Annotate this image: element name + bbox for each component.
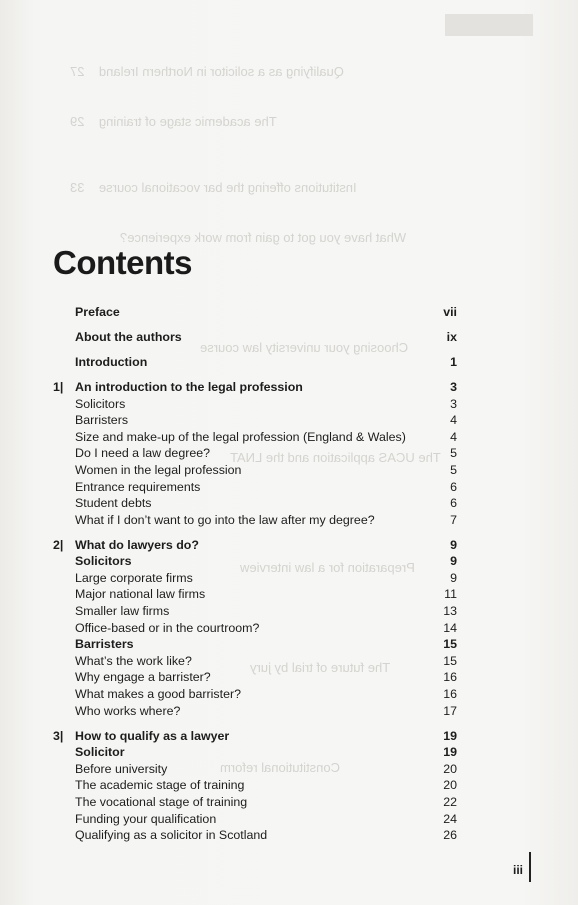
toc-entry-label: Entrance requirements — [75, 479, 201, 494]
toc-entry — [53, 686, 457, 703]
toc-entry-label: Solicitor — [75, 745, 125, 760]
page-folio: iii — [513, 863, 524, 877]
toc-page-number: 13 — [443, 604, 457, 619]
toc-entry-label: Size and make-up of the legal profession (England & Wales) — [75, 429, 406, 444]
toc-page-number: 6 — [450, 479, 457, 494]
toc-entry-label: What’s the work like? — [75, 653, 192, 668]
toc-entry-label: Smaller law firms — [75, 604, 170, 619]
toc-page-number: ix — [446, 329, 457, 344]
toc-entry — [53, 354, 457, 371]
toc-entry — [53, 570, 457, 587]
toc-page-number: 16 — [443, 687, 457, 702]
toc-entry — [53, 586, 457, 603]
toc-entry-label: Solicitors — [75, 554, 132, 569]
folio-rule — [529, 852, 531, 882]
toc-entry — [53, 429, 457, 446]
toc-page-number: vii — [443, 305, 457, 319]
toc-page-number: 9 — [450, 537, 457, 552]
chapter-number: 1| — [53, 379, 64, 394]
toc-page-number: 14 — [443, 620, 457, 635]
toc-entry-label: What do lawyers do? — [75, 537, 199, 552]
bleed-through-text: Qualifying as a solicitor in Northern Ireland 27 — [70, 64, 344, 79]
toc-page-number: 16 — [443, 670, 457, 685]
bleed-through-text: The future of trial by jury — [250, 660, 391, 675]
toc-entry-label: Why engage a barrister? — [75, 670, 211, 685]
toc-entry — [53, 794, 457, 811]
toc-entry — [53, 761, 457, 778]
toc-entry — [53, 636, 457, 653]
toc-page-number: 15 — [443, 653, 457, 668]
toc-entry — [53, 728, 457, 745]
toc-entry-label: The vocational stage of training — [75, 794, 248, 809]
toc-entry — [53, 703, 457, 720]
toc-page-number: 9 — [450, 554, 457, 569]
toc-page-number: 15 — [443, 637, 457, 652]
bleed-through-text: Choosing your university law course — [200, 340, 409, 355]
chapter-number: 3| — [53, 728, 64, 743]
toc-entry — [53, 744, 457, 761]
toc-page-number: 20 — [443, 778, 457, 793]
toc-entry-label: Who works where? — [75, 703, 181, 718]
toc-entry — [53, 495, 457, 512]
toc-entry-label: An introduction to the legal profession — [75, 379, 303, 394]
toc-entry — [53, 537, 457, 554]
section-gap — [53, 719, 457, 727]
toc-entry — [53, 304, 457, 321]
toc-entry-label: Student debts — [75, 496, 152, 511]
toc-page-number: 26 — [443, 828, 457, 843]
toc-page-number: 4 — [450, 413, 457, 428]
toc-entry — [53, 445, 457, 462]
toc-page-number: 5 — [450, 446, 457, 461]
toc-entry — [53, 396, 457, 413]
toc-page-number: 19 — [443, 728, 457, 743]
toc-entry-label: What if I don’t want to go into the law after my degree? — [75, 512, 375, 527]
toc-entry-label: Solicitors — [75, 396, 126, 411]
toc-page-number: 20 — [443, 761, 457, 776]
bleed-through-text: The academic stage of training 29 — [70, 114, 277, 129]
toc-entry — [53, 479, 457, 496]
toc-entry — [53, 777, 457, 794]
bleed-tab — [445, 14, 533, 36]
toc-entry — [53, 412, 457, 429]
toc-entry-label: How to qualify as a lawyer — [75, 728, 230, 743]
bleed-through-text: Preparation for a law interview — [240, 560, 415, 575]
toc-page-number: 24 — [443, 811, 457, 826]
toc-entry-label: What makes a good barrister? — [75, 687, 241, 702]
toc-page-number: 7 — [450, 512, 457, 527]
toc-entry-label: The academic stage of training — [75, 778, 245, 793]
toc-page-number: 5 — [450, 462, 457, 477]
toc-entry — [53, 827, 457, 844]
section-gap — [53, 371, 457, 379]
toc-entry — [53, 811, 457, 828]
toc-entry-label: Do I need a law degree? — [75, 446, 211, 461]
page-title: Contents — [53, 244, 192, 281]
toc-entry-label: Office-based or in the courtroom? — [75, 620, 260, 635]
toc-page-number: 19 — [443, 745, 457, 760]
toc-entry-label: Large corporate firms — [75, 570, 193, 585]
toc-page-number: 3 — [450, 379, 457, 394]
toc-entry-label: Major national law firms — [75, 587, 206, 602]
toc-entry — [53, 620, 457, 637]
table-of-contents — [53, 304, 457, 844]
toc-entry-label: About the authors — [75, 329, 182, 344]
toc-page-number: 6 — [450, 496, 457, 511]
bleed-through-text: Institutions offering the bar vocational course 33 — [70, 180, 357, 195]
toc-entry-label: Barristers — [75, 413, 129, 428]
toc-entry — [53, 603, 457, 620]
section-gap — [53, 346, 457, 354]
toc-entry — [53, 379, 457, 396]
toc-entry-label: Funding your qualification — [75, 811, 217, 826]
toc-page-number: 4 — [450, 429, 457, 444]
toc-entry — [53, 669, 457, 686]
toc-entry-label: Before university — [75, 761, 168, 776]
bleed-through-text: Constitutional reform — [220, 760, 340, 775]
bleed-through-text: What have you got to gain from work experience? — [120, 230, 407, 245]
toc-entry-label: Women in the legal profession — [75, 462, 242, 477]
toc-entry — [53, 653, 457, 670]
toc-page-number: 1 — [450, 354, 457, 369]
toc-entry — [53, 462, 457, 479]
toc-entry — [53, 512, 457, 529]
toc-page-number: 11 — [444, 587, 457, 602]
toc-entry-label: Preface — [75, 305, 120, 319]
toc-entry — [53, 329, 457, 346]
toc-entry-label: Introduction — [75, 354, 148, 369]
toc-page-number: 9 — [450, 570, 457, 585]
toc-entry — [53, 553, 457, 570]
toc-page-number: 17 — [443, 703, 457, 718]
chapter-number: 2| — [53, 537, 64, 552]
section-gap — [53, 321, 457, 329]
toc-entry-label: Qualifying as a solicitor in Scotland — [75, 828, 268, 843]
toc-page-number: 22 — [443, 794, 457, 809]
toc-page-number: 3 — [450, 396, 457, 411]
bleed-through-text: The UCAS application and the LNAT — [230, 450, 441, 465]
section-gap — [53, 528, 457, 536]
toc-entry-label: Barristers — [75, 637, 134, 652]
